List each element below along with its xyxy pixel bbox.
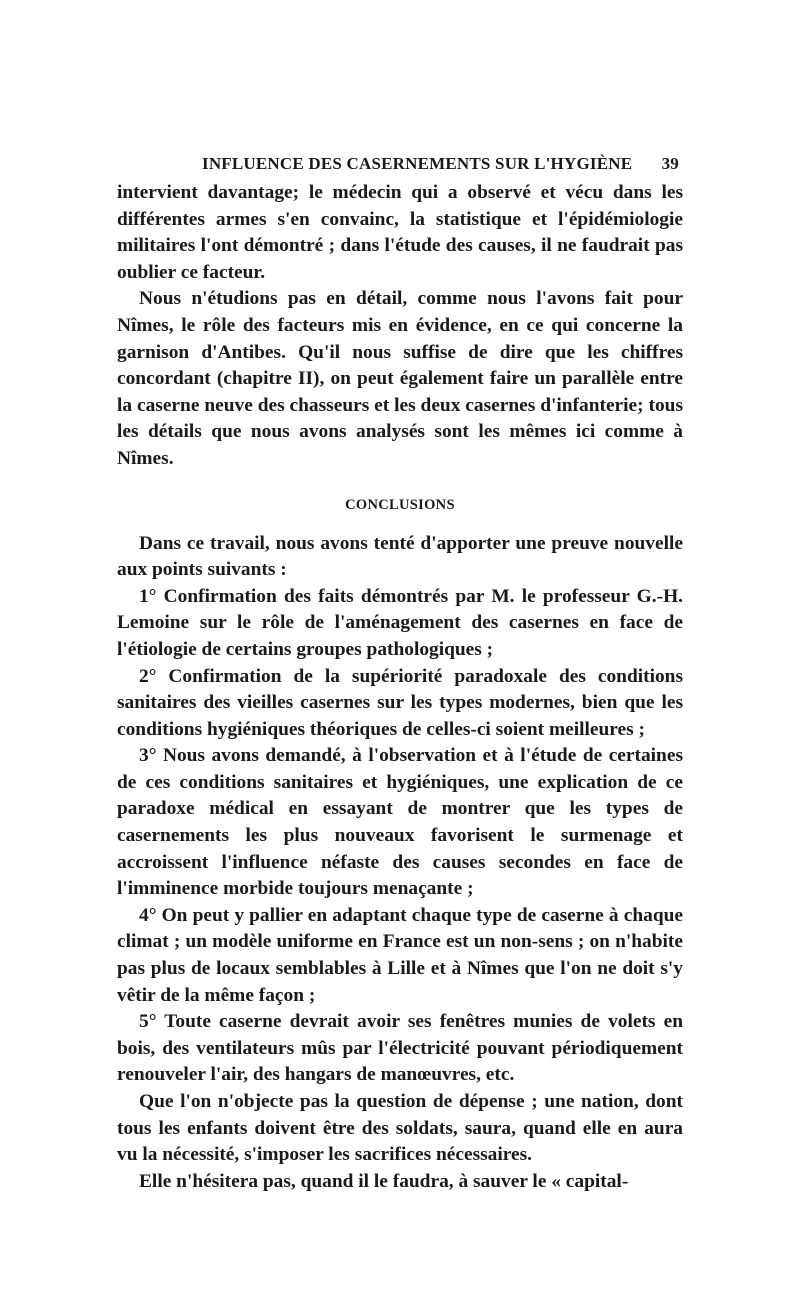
section-heading-conclusions: CONCLUSIONS <box>345 496 455 513</box>
paragraph-point-1: 1° Confirmation des faits démontrés par M. le professeur G.-H. Lemoine sur le rôle de l'aménagement des casernes en face de l'étiologie de certains groupes pathologiques ; <box>117 585 683 660</box>
paragraph-point-4: 4° On peut y pallier en adaptant chaque type de caserne à chaque climat ; un modèle uniforme en France est un non-sens ; on n'habite pas plus de locaux semblables à Lille et à Nîmes que l'on ne doit s'y vêtir de la même façon ; <box>117 904 683 1006</box>
paragraph-point-2: 2° Confirmation de la supériorité paradoxale des conditions sanitaires des vieilles casernes sur les types modernes, bien que les conditions hygiéniques théoriques de celles-ci soient meilleures ; <box>117 665 683 740</box>
paragraph-expense: Que l'on n'objecte pas la question de dépense ; une nation, dont tous les enfants doivent être des soldats, saura, quand elle en aura vu la nécessité, s'imposer les sacrifices nécessaires. <box>117 1091 683 1166</box>
paragraph-antibes: Nous n'étudions pas en détail, comme nous l'avons fait pour Nîmes, le rôle des facteurs mis en évidence, en ce qui concerne la garnison d'Antibes. Qu'il nous suffise de dire que les chiffres concordant (chapitre II), on peut également faire un parallèle entre la caserne neuve des chasseurs et les deux casernes d'infanterie; tous les détails que nous avons analysés sont les mêmes ici comme à Nîmes. <box>117 288 683 469</box>
running-title: INFLUENCE DES CASERNEMENTS SUR L'HYGIÈNE <box>202 154 633 173</box>
paragraph-point-3: 3° Nous avons demandé, à l'observation et à l'étude de certaines de ces conditions sanitaires et hygiéniques, une explication de ce paradoxe médical en essayant de montrer que les types de casernements les plus nouveaux favorisent le surmenage et accroissent l'influence néfaste des causes secondes en face de l'imminence morbide toujours menaçante ; <box>117 745 683 900</box>
book-page <box>117 150 683 1195</box>
page-number: 39 <box>661 154 679 173</box>
paragraph-capital: Elle n'hésitera pas, quand il le faudra, à sauver le « capital- <box>139 1170 629 1192</box>
paragraph-intro: Dans ce travail, nous avons tenté d'apporter une preuve nouvelle aux points suivants : <box>117 532 683 581</box>
body-text <box>117 180 683 1195</box>
running-header <box>117 150 683 180</box>
paragraph-point-5: 5° Toute caserne devrait avoir ses fenêtres munies de volets en bois, des ventilateurs mûs par l'électricité pouvant périodiquement renouveler l'air, des hangars de manœuvres, etc. <box>117 1011 683 1086</box>
paragraph-continued: intervient davantage; le médecin qui a observé et vécu dans les différentes armes s'en convainc, la statistique et l'épidémiologie militaires l'ont démontré ; dans l'étude des causes, il ne faudrait pas oublier ce facteur. <box>117 182 683 283</box>
